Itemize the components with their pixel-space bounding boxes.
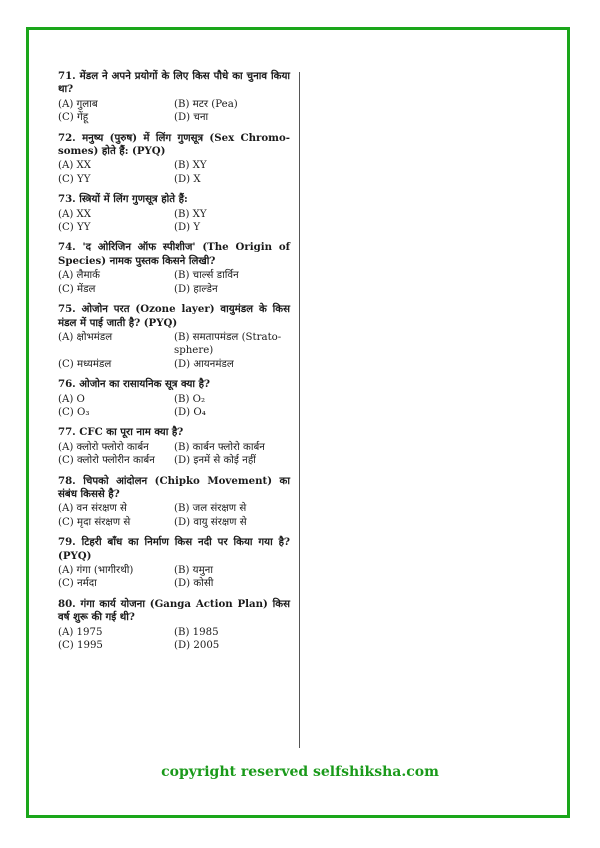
question-80 [58, 598, 290, 653]
option-d: (D) X [174, 173, 201, 185]
question-text: 76. ओजोन का रासायनिक सूत्र क्या है? [58, 378, 210, 391]
question-text: 73. स्त्रियों में लिंग गुणसूत्र होते हैं: [58, 193, 188, 206]
option-d: (D) हाल्डेन [174, 283, 218, 295]
option-c: (C) गेंहू [58, 112, 89, 124]
option-b: (B) समतापमंडल (Strato-sphere) [174, 331, 282, 357]
question-78 [58, 475, 290, 530]
option-b: (B) XY [174, 208, 207, 220]
question-76 [58, 378, 290, 419]
option-d: (D) वायु संरक्षण से [174, 516, 247, 528]
option-d: (D) 2005 [174, 640, 220, 652]
option-d: (D) O₄ [174, 406, 206, 418]
options [58, 564, 290, 591]
options [58, 393, 290, 420]
option-c: (C) नर्मदा [58, 578, 97, 590]
copyright-footer: copyright reserved selfshiksha.com [161, 764, 439, 780]
option-d: (D) कोसी [174, 578, 214, 590]
question-text: 75. ओजोन परत (Ozone layer) वायुमंडल के किस मंडल में पाई जाती है? (PYQ) [58, 303, 290, 329]
question-text: 77. CFC का पूरा नाम क्या है? [58, 426, 184, 439]
options [58, 441, 290, 468]
option-c: (C) क्लोरो फ्लोरीन कार्बन [58, 455, 155, 467]
question-73 [58, 193, 290, 234]
option-d: (D) आयनमंडल [174, 358, 234, 370]
options [58, 98, 290, 125]
option-a: (A) O [58, 393, 85, 405]
option-b: (B) मटर (Pea) [174, 98, 238, 110]
option-c: (C) मध्यमंडल [58, 358, 112, 370]
option-a: (A) XX [58, 160, 92, 172]
option-a: (A) क्लोरो फ्लोरो कार्बन [58, 441, 149, 453]
option-b: (B) कार्बन फ्लोरो कार्बन [174, 441, 265, 453]
options [58, 208, 290, 235]
option-c: (C) मृदा संरक्षण से [58, 516, 131, 528]
question-text: 79. टिहरी बाँध का निर्माण किस नदी पर किया गया है? (PYQ) [58, 536, 290, 562]
question-74 [58, 241, 290, 296]
options [58, 626, 290, 653]
option-b: (B) O₂ [174, 393, 206, 405]
option-c: (C) O₃ [58, 406, 90, 418]
option-d: (D) इनमें से कोई नहीं [174, 455, 256, 467]
option-a: (A) क्षोभमंडल [58, 331, 113, 343]
question-79 [58, 536, 290, 591]
options [58, 269, 290, 296]
option-b: (B) यमुना [174, 565, 213, 576]
option-b: (B) जल संरक्षण से [174, 503, 247, 515]
question-column [58, 70, 290, 659]
question-text: 80. गंगा कार्य योजना (Ganga Action Plan) किस वर्ष शुरू की गई थी? [58, 597, 290, 624]
option-c: (C) 1995 [58, 640, 103, 652]
option-a: (A) वन संरक्षण से [58, 503, 127, 515]
question-71 [58, 70, 290, 125]
question-text: 74. 'द ओरिजिन ऑफ स्पीशीज' (The Origin of Species) नामक पुस्तक किसने लिखी? [58, 241, 290, 267]
question-text: 72. मनुष्य (पुरुष) में लिंग गुणसूत्र (Sex Chromo-somes) होते हैं: (PYQ) [58, 131, 290, 158]
option-c: (C) YY [58, 222, 91, 234]
option-a: (A) गुलाब [58, 98, 98, 110]
option-c: (C) मेंडल [58, 283, 96, 295]
column-divider [299, 72, 300, 748]
option-a: (A) गंगा (भागीरथी) [58, 565, 134, 576]
option-d: (D) चना [174, 112, 209, 124]
question-77 [58, 426, 290, 467]
question-text: 78. चिपको आंदोलन (Chipko Movement) का संबंध किससे है? [58, 474, 290, 500]
options [58, 159, 290, 186]
option-b: (B) 1985 [174, 626, 219, 638]
question-75 [58, 303, 290, 371]
options [58, 502, 290, 529]
option-d: (D) Y [174, 222, 201, 234]
question-text: 71. मेंडल ने अपने प्रयोगों के लिए किस पौधे का चुनाव किया था? [58, 70, 290, 96]
option-b: (B) चार्ल्स डार्विन [174, 270, 239, 282]
option-b: (B) XY [174, 160, 207, 172]
option-a: (A) 1975 [58, 626, 103, 638]
option-c: (C) YY [58, 173, 91, 185]
options [58, 331, 290, 371]
option-a: (A) लैमार्क [58, 270, 101, 282]
option-a: (A) XX [58, 208, 92, 220]
question-72 [58, 132, 290, 187]
